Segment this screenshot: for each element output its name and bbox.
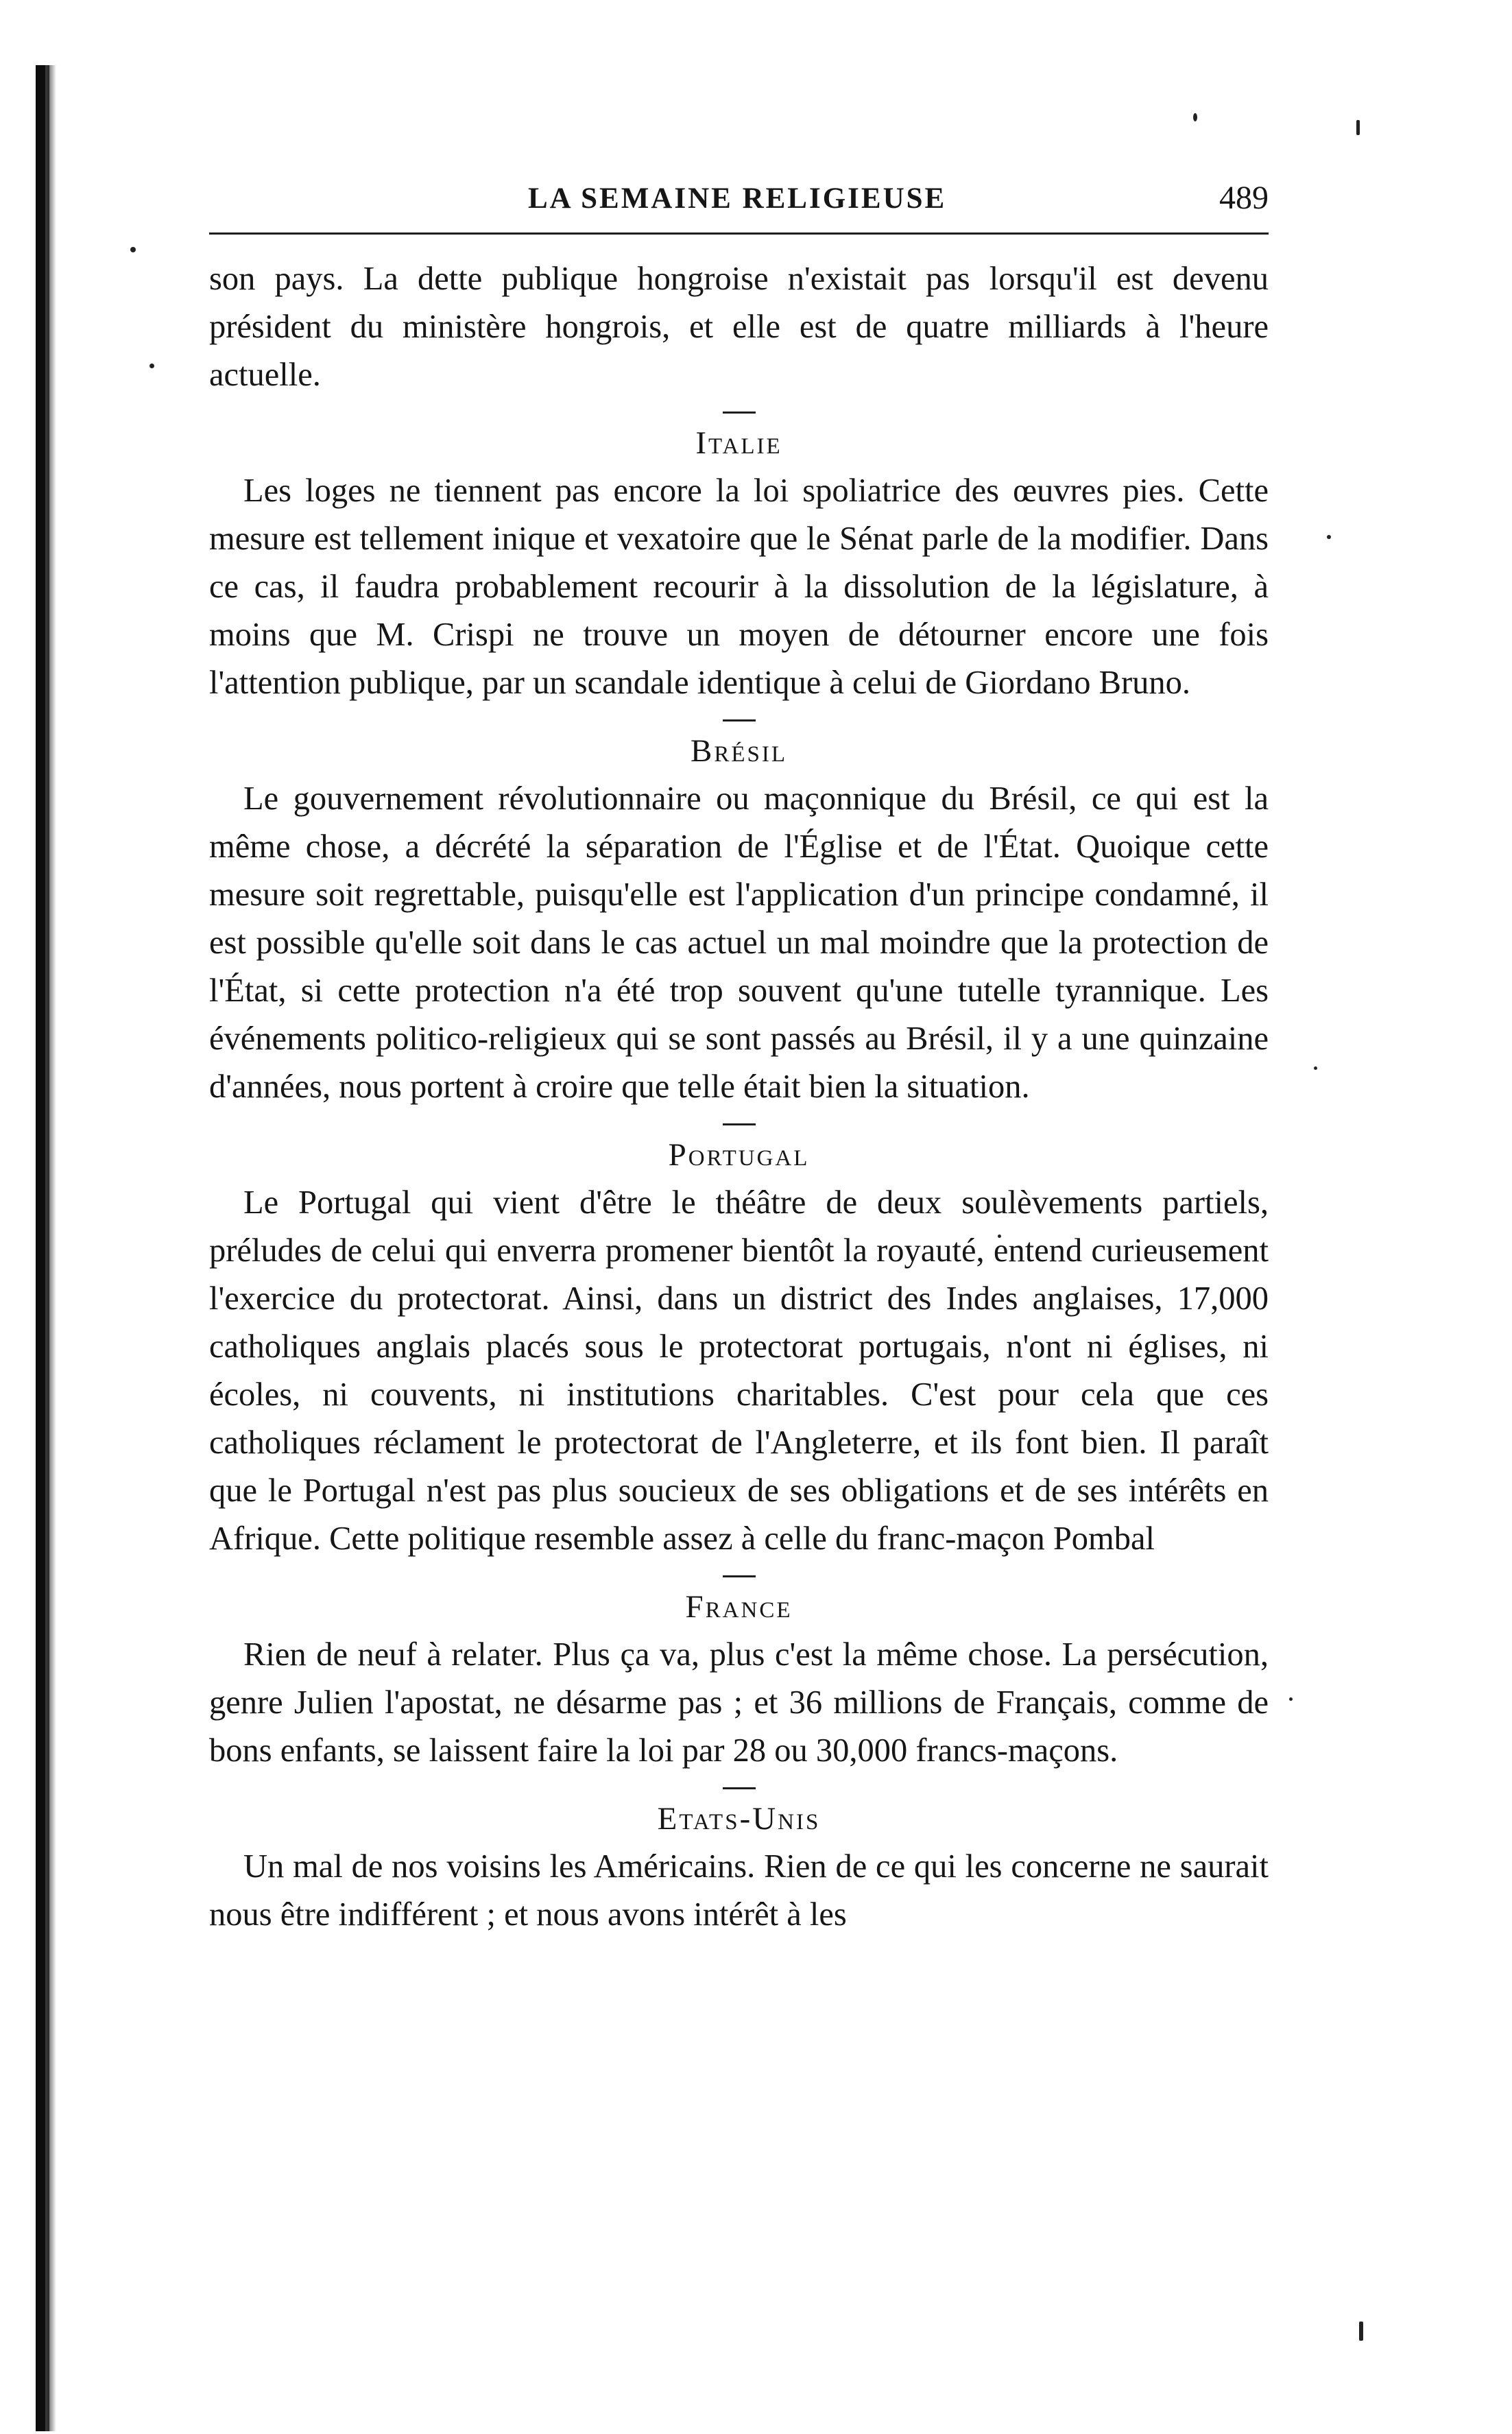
print-speck (1314, 1066, 1317, 1070)
print-speck (130, 247, 136, 252)
paragraph-bresil: Le gouvernement révolutionnaire ou maçonnique du Brésil, ce qui est la même chose, a décrété la séparation de l'Église et de l'État. Quoique cette mesure soit regrettable, puisqu'elle est l'application d'un principe condamné, il est possible qu'elle soit dans le cas actuel un mal moindre que la protection de l'État, si cette protection n'a été trop souvent qu'une tutelle tyrannique. Les événements politico-religieux qui se sont passés au Brésil, il y a une quinzaine d'années, nous portent à croire que telle était bien la situation. (209, 780, 1269, 1105)
section-title-bresil: Brésil (690, 733, 788, 769)
section-etats-unis (209, 1787, 1269, 1939)
print-speck (1359, 2322, 1363, 2341)
section-france (209, 1575, 1269, 1775)
section-bresil (209, 719, 1269, 1111)
print-speck (1289, 1697, 1293, 1701)
binding-edge-gradient (45, 65, 56, 2431)
running-head (209, 175, 1269, 216)
section-title-portugal: Portugal (668, 1137, 810, 1173)
section-title-italie: Italie (695, 425, 782, 461)
print-speck (1356, 120, 1360, 135)
section-rule (723, 719, 756, 721)
print-speck (149, 363, 154, 368)
section-rule (723, 411, 756, 414)
header-rule (209, 232, 1269, 235)
section-portugal (209, 1123, 1269, 1563)
book-page (209, 175, 1269, 1939)
section-title-etats-unis: Etats-Unis (657, 1801, 821, 1837)
section-rule (723, 1123, 756, 1125)
section-title-france: France (685, 1589, 793, 1625)
print-speck (1327, 535, 1331, 539)
paragraph-portugal: Le Portugal qui vient d'être le théâtre de deux soulèvements partiels, préludes de celui qui enverra promener bientôt la royauté, entend curieusement l'exercice du protectorat. Ainsi, dans un district des Indes anglaises, 17,000 catholiques anglais placés sous le protectorat portugais, n'ont ni églises, ni écoles, ni couvents, ni institutions charitables. C'est pour cela que ces catholiques réclament le protectorat de l'Angleterre, et ils font bien. Il paraît que le Portugal n'est pas plus soucieux de ses obligations et de ses intérêts en Afrique. Cette politique resemble assez à celle du franc-maçon Pombal (209, 1184, 1269, 1557)
running-title: LA SEMAINE RELIGIEUSE (528, 182, 947, 215)
article-body (209, 255, 1269, 1939)
page-number: 489 (1219, 180, 1269, 216)
paragraph-etats-unis: Un mal de nos voisins les Américains. Rien de ce qui les concerne ne saurait nous être indifférent ; et nous avons intérêt à les (209, 1848, 1269, 1933)
section-rule (723, 1787, 756, 1789)
section-italie (209, 411, 1269, 707)
print-speck (1193, 113, 1197, 121)
paragraph-italie: Les loges ne tiennent pas encore la loi spoliatrice des œuvres pies. Cette mesure est tellement inique et vexatoire que le Sénat parle de la modifier. Dans ce cas, il faudra probablement recourir à la dissolution de la législature, à moins que M. Crispi ne trouve un moyen de détourner encore une fois l'attention publique, par un scandale identique à celui de Giordano Bruno. (209, 473, 1269, 701)
paragraph-france: Rien de neuf à relater. Plus ça va, plus c'est la même chose. La persécution, genre Julien l'apostat, ne désarme pas ; et 36 millions de Français, comme de bons enfants, se laissent faire la loi par 28 ou 30,000 francs-maçons. (209, 1636, 1269, 1769)
section-rule (723, 1575, 756, 1577)
opening-paragraph: son pays. La dette publique hongroise n'existait pas lorsqu'il est devenu président du ministère hongrois, et elle est de quatre milliards à l'heure actuelle. (209, 261, 1269, 393)
